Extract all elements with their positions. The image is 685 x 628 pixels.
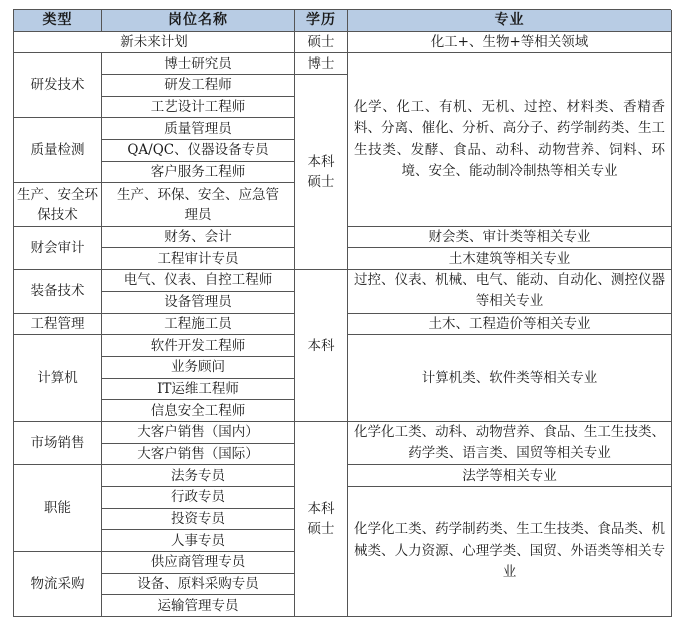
- program-name: 新未来计划: [14, 32, 295, 54]
- category-finance: 财会审计: [14, 227, 102, 270]
- position-item: 博士研究员: [102, 53, 295, 75]
- category-qc: 质量检测: [14, 118, 102, 183]
- header-major: 专业: [348, 10, 672, 32]
- category-rd: 研发技术: [14, 53, 102, 118]
- header-position: 岗位名称: [102, 10, 295, 32]
- position-item: IT运维工程师: [102, 379, 295, 401]
- major-functions: 化学化工类、药学制药类、生工生技类、食品类、机械类、人力资源、心理学类、国贸、外语类等相关专业: [348, 487, 672, 617]
- major-finance: 财会类、审计类等相关专业: [348, 227, 672, 249]
- education-bachelor-master: 本科硕士: [295, 422, 348, 617]
- position-item: 人事专员: [102, 530, 295, 552]
- position-item: 设备、原料采购专员: [102, 574, 295, 596]
- position-item: QA/QC、仪器设备专员: [102, 140, 295, 162]
- recruitment-table: [13, 9, 671, 617]
- position-item: 行政专员: [102, 487, 295, 509]
- position-item: 财务、会计: [102, 227, 295, 249]
- major-chem-rd: 化学、化工、有机、无机、过控、材料类、香精香料、分离、催化、分析、高分子、药学制药类、生工生技类、发酵、食品、动科、动物营养、饲料、环境、安全、能动制冷制热等相关专业: [348, 53, 672, 226]
- category-equipment: 装备技术: [14, 270, 102, 313]
- position-item: 投资专员: [102, 509, 295, 531]
- header-education: 学历: [295, 10, 348, 32]
- position-item: 软件开发工程师: [102, 335, 295, 357]
- position-item: 大客户销售（国内）: [102, 422, 295, 444]
- position-item: 工程审计专员: [102, 248, 295, 270]
- category-ehs: 生产、安全环保技术: [14, 183, 102, 226]
- education-bachelor: 本科: [295, 270, 348, 422]
- education-bachelor-master: 本科硕士: [295, 75, 348, 270]
- position-item: 法务专员: [102, 465, 295, 487]
- position-item: 设备管理员: [102, 292, 295, 314]
- major-computer: 计算机类、软件类等相关专业: [348, 335, 672, 422]
- category-engineering: 工程管理: [14, 314, 102, 336]
- header-category: 类型: [14, 10, 102, 32]
- position-item: 生产、环保、安全、应急管理员: [102, 183, 295, 226]
- position-item: 大客户销售（国际）: [102, 444, 295, 466]
- major-law: 法学等相关专业: [348, 465, 672, 487]
- major-engineering: 土木、工程造价等相关专业: [348, 314, 672, 336]
- category-computer: 计算机: [14, 335, 102, 422]
- position-item: 研发工程师: [102, 75, 295, 97]
- program-major: 化工+、生物+等相关领域: [348, 32, 672, 54]
- position-item: 客户服务工程师: [102, 162, 295, 184]
- position-item: 电气、仪表、自控工程师: [102, 270, 295, 292]
- major-equipment: 过控、仪表、机械、电气、能动、自动化、测控仪器等相关专业: [348, 270, 672, 313]
- category-functions: 职能: [14, 465, 102, 552]
- position-item: 信息安全工程师: [102, 400, 295, 422]
- position-item: 运输管理专员: [102, 595, 295, 617]
- category-logistics: 物流采购: [14, 552, 102, 617]
- category-sales: 市场销售: [14, 422, 102, 465]
- position-item: 工程施工员: [102, 314, 295, 336]
- position-item: 工艺设计工程师: [102, 97, 295, 119]
- position-item: 业务顾问: [102, 357, 295, 379]
- education-doctor: 博士: [295, 53, 348, 75]
- position-item: 供应商管理专员: [102, 552, 295, 574]
- position-item: 质量管理员: [102, 118, 295, 140]
- program-education: 硕士: [295, 32, 348, 54]
- major-civil: 土木建筑等相关专业: [348, 248, 672, 270]
- major-sales: 化学化工类、动科、动物营养、食品、生工生技类、药学类、语言类、国贸等相关专业: [348, 422, 672, 465]
